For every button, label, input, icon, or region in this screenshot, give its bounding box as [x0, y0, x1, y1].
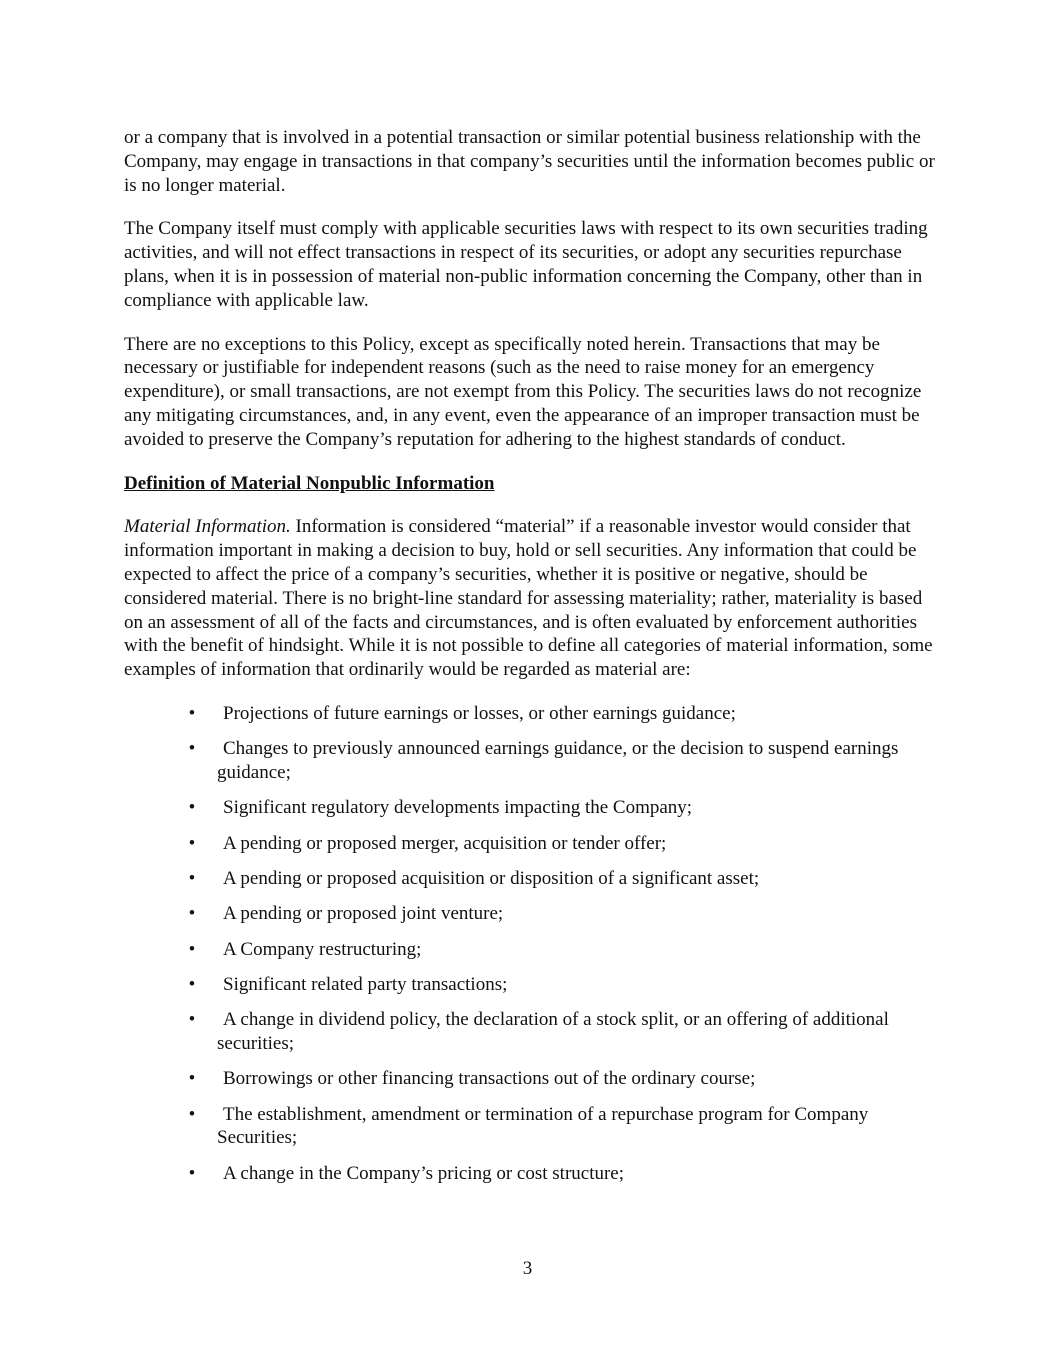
- list-item: [124, 1067, 936, 1091]
- list-item: [124, 938, 936, 962]
- bullet-icon: •: [188, 1068, 196, 1090]
- bullet-icon: •: [188, 702, 196, 724]
- bullet-icon: •: [188, 903, 196, 925]
- list-item-text: A Company restructuring;: [223, 938, 422, 960]
- paragraph-no-exceptions: There are no exceptions to this Policy, except as specifically noted herein. Transactions that may be necessary or justifiable for independent reasons (such as the need to raise money for an emergency expenditure), or small transactions, are not exempt from this Policy. The securities laws do not recognize any mitigating circumstances, and, in any event, even the appearance of an improper transaction must be avoided to preserve the Company’s reputation for adhering to the highest standards of conduct.: [124, 333, 922, 450]
- list-item-text: A change in dividend policy, the declaration of a stock split, or an offering of additional securities;: [217, 1009, 889, 1054]
- list-item: [124, 1103, 936, 1151]
- material-information-lead: Material Information.: [124, 516, 291, 538]
- material-examples-list: [124, 702, 936, 1185]
- list-item-text: Significant related party transactions;: [223, 973, 508, 995]
- bullet-icon: •: [188, 938, 196, 960]
- bullet-icon: •: [188, 867, 196, 889]
- paragraph-material-information: [124, 515, 936, 682]
- bullet-icon: •: [188, 1103, 196, 1125]
- bullet-icon: •: [188, 973, 196, 995]
- material-information-body: Information is considered “material” if a reasonable investor would consider that information important in making a decision to buy, hold or sell securities. Any information that could be expected to affect the price of a company’s securities, whether it is positive or negative, should be considered material. There is no bright-line standard for assessing materiality; rather, materiality is based on an assessment of all of the facts and circumstances, and is often evaluated by enforcement authorities with the benefit of hindsight. While it is not possible to define all categories of material information, some examples of information that ordinarily would be regarded as material are:: [124, 516, 933, 681]
- list-item: [124, 1162, 936, 1186]
- paragraph-company-compliance: The Company itself must comply with applicable securities laws with respect to its own securities trading activities, and will not effect transactions in respect of its securities, or adopt any securities repurchase plans, when it is in possession of material non-public information concerning the Company, other than in compliance with applicable law.: [124, 218, 928, 311]
- page-number: 3: [522, 1258, 533, 1279]
- list-item-text: Borrowings or other financing transactions out of the ordinary course;: [223, 1068, 756, 1090]
- list-item-text: A pending or proposed merger, acquisition or tender offer;: [223, 832, 667, 854]
- list-item: [124, 1008, 936, 1056]
- list-item-text: Changes to previously announced earnings guidance, or the decision to suspend earnings guidance;: [217, 738, 899, 784]
- list-item: [124, 867, 936, 891]
- list-item: [124, 737, 936, 785]
- list-item-text: A change in the Company’s pricing or cost structure;: [223, 1162, 625, 1184]
- list-item-text: Significant regulatory developments impacting the Company;: [223, 797, 693, 819]
- list-item-text: Projections of future earnings or losses, or other earnings guidance;: [223, 702, 736, 724]
- bullet-icon: •: [188, 1162, 196, 1184]
- list-item: [124, 902, 936, 926]
- bullet-icon: •: [188, 738, 196, 760]
- list-item: [124, 973, 936, 997]
- list-item-text: The establishment, amendment or termination of a repurchase program for Company Securities;: [217, 1103, 869, 1149]
- bullet-icon: •: [188, 1009, 196, 1031]
- section-heading: Definition of Material Nonpublic Information: [124, 472, 495, 494]
- list-item-text: A pending or proposed acquisition or disposition of a significant asset;: [223, 867, 760, 889]
- bullet-icon: •: [188, 797, 196, 819]
- list-item: [124, 796, 936, 820]
- list-item-text: A pending or proposed joint venture;: [223, 903, 504, 925]
- bullet-icon: •: [188, 832, 196, 854]
- list-item: [124, 702, 936, 726]
- paragraph-continuation: or a company that is involved in a potential transaction or similar potential business relationship with the Company, may engage in transactions in that company’s securities until the information becomes public or is no longer material.: [124, 127, 935, 196]
- list-item: [124, 832, 936, 856]
- document-page: [124, 126, 936, 1197]
